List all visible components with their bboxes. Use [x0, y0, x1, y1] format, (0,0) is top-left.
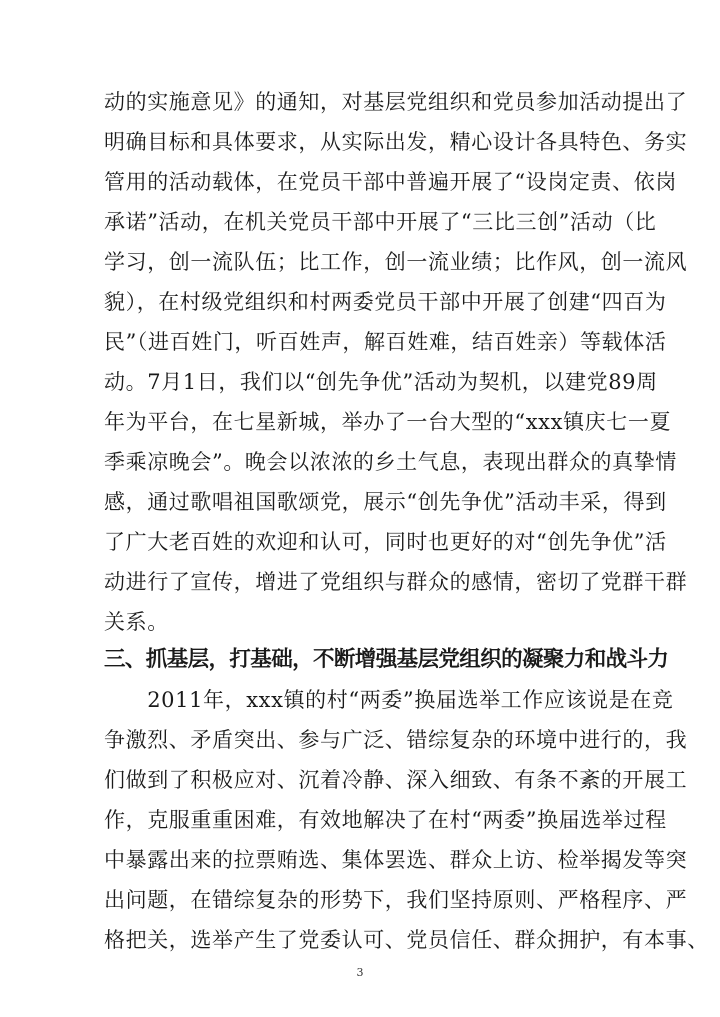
paragraph-line: 动的实施意见》的通知，对基层党组织和党员参加活动提出了 — [104, 90, 688, 114]
paragraph-line: 作，克服重重困难，有效地解决了在村“两委”换届选举过程 — [104, 808, 667, 832]
paragraph-line: 2011年，xxx镇的村“两委”换届选举工作应该说是在竞 — [104, 688, 674, 712]
paragraph-line: 年为平台，在七星新城，举办了一台大型的“xxx镇庆七一夏 — [104, 410, 672, 434]
paragraph-line: 管用的活动载体，在党员干部中普遍开展了“设岗定责、依岗 — [104, 170, 677, 194]
paragraph-line: 关系。 — [104, 610, 169, 634]
paragraph-line: 争激烈、矛盾突出、参与广泛、错综复杂的环境中进行的，我 — [104, 728, 688, 752]
paragraph-line: 感，通过歌唱祖国歌颂党，展示“创先争优”活动丰采，得到 — [104, 490, 667, 514]
page-number: 3 — [356, 966, 364, 979]
paragraph-line: 动。7月1日，我们以“创先争优”活动为契机，以建党89周 — [104, 370, 658, 394]
paragraph-line: 了广大老百姓的欢迎和认可，同时也更好的对“创先争优”活 — [104, 530, 667, 554]
section-heading: 三、抓基层，打基础，不断增强基层党组织的凝聚力和战斗力 — [104, 647, 669, 672]
paragraph-line: 学习，创一流队伍；比工作，创一流业绩；比作风，创一流风 — [104, 250, 688, 274]
paragraph-line: 貌），在村级党组织和村两委党员干部中开展了创建“四百为 — [104, 290, 667, 314]
paragraph-line: 中暴露出来的拉票贿选、集体罢选、群众上访、检举揭发等突 — [104, 848, 688, 872]
paragraph-line: 明确目标和具体要求，从实际出发，精心设计各具特色、务实 — [104, 130, 688, 154]
paragraph-line: 们做到了积极应对、沉着冷静、深入细致、有条不紊的开展工 — [104, 768, 688, 792]
paragraph-line: 格把关，选举产生了党委认可、党员信任、群众拥护，有本事、 — [104, 928, 709, 952]
paragraph-line: 出问题，在错综复杂的形势下，我们坚持原则、严格程序、严 — [104, 888, 688, 912]
paragraph-line: 季乘凉晚会”。晚会以浓浓的乡土气息，表现出群众的真挚情 — [104, 450, 677, 474]
paragraph-line: 动进行了宣传，增进了党组织与群众的感情，密切了党群干群 — [104, 570, 688, 594]
paragraph-line: 承诺”活动，在机关党员干部中开展了“三比三创”活动（比 — [104, 210, 657, 234]
paragraph-line: 民”（进百姓门，听百姓声，解百姓难，结百姓亲）等载体活 — [104, 330, 667, 354]
